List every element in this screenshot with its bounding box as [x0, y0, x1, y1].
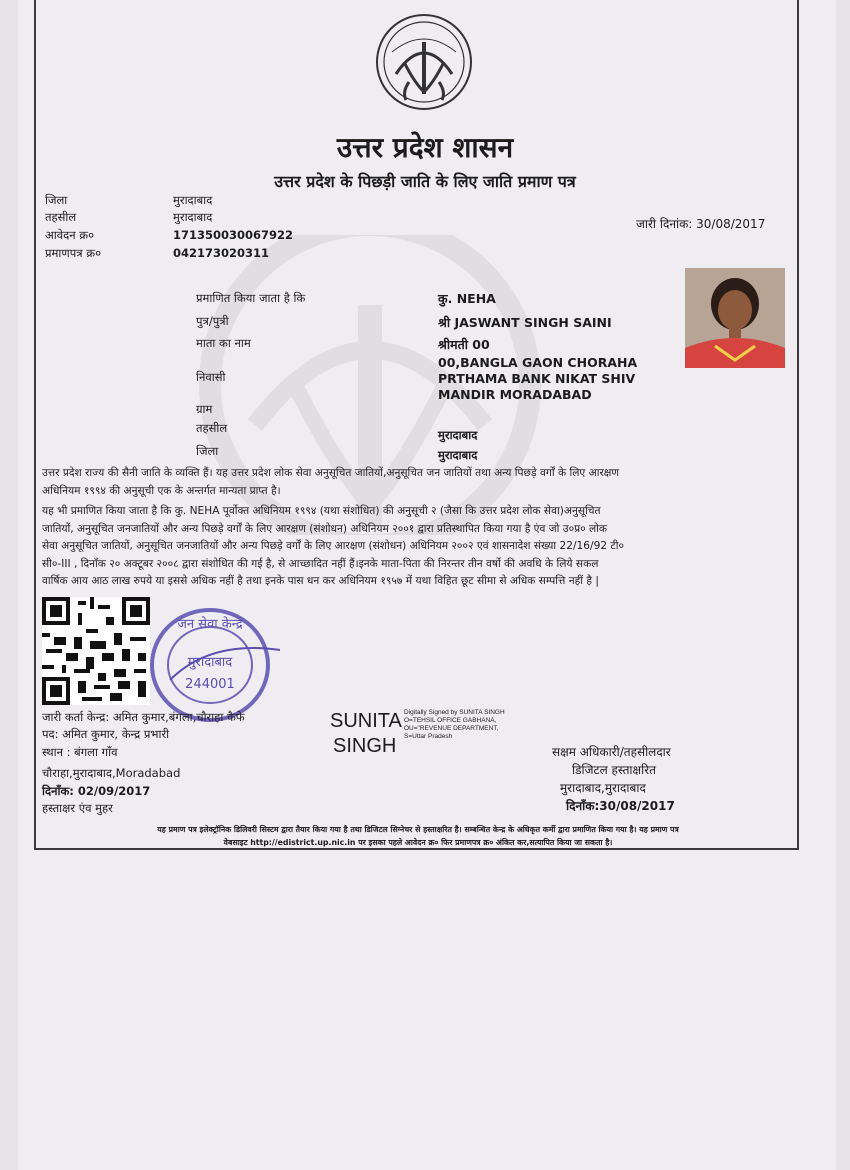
relation-label: पुत्र/पुत्री: [196, 314, 229, 328]
details-tehsil-value: मुरादाबाद: [438, 428, 478, 442]
tehsil-label: तहसील: [45, 210, 77, 224]
footer-line-2: वेबसाइट http://edistrict.up.nic.in पर इसका पहले आवेदन क्र० फिर प्रमाणपत्र क्र० अंकित कर,सत्यापित किया जा सकता है।: [223, 838, 613, 847]
district-value: मुरादाबाद: [173, 193, 213, 207]
para2-line-1: यह भी प्रमाणित किया जाता है कि कु. NEHA पूर्वोक्त अधिनियम १९९४ (यथा संशोधित) की अनुसूची २ (जैसा कि उत्तर प्रदेश लोक सेवा)अनुसूचित: [42, 505, 601, 517]
address-line-1: 00,BANGLA GAON CHORAHA: [438, 355, 638, 370]
digital-signature-name-2: SINGH: [333, 735, 397, 757]
para2-line-2: जातियों, अनुसूचित जनजातियों और अन्य पिछड़े वर्गों के लिए आरक्षण (संशोधन) अधिनियम २००१ द्वारा प्रतिस्थापित किया गया है एंव जो उ०प्र० लोक: [42, 522, 608, 535]
para2-line-5: वार्षिक आय आठ लाख रुपये या इससे अधिक नहीं है तथा इनके पास धन कर अधिनियम १९५७ में यथा विहित छूट सीमा से अधिक सम्पत्ति नहीं है |: [42, 575, 599, 587]
page-subtitle: उत्तर प्रदेश के पिछड़ी जाति के लिए जाति प्रमाण पत्र: [274, 172, 576, 191]
footer-line-1: यह प्रमाण पत्र इलेक्ट्रॉनिक डिलिवरी सिस्टम द्वारा तैयार किया गया है तथा डिजिटल सिग्नेचर से हस्ताक्षरित है। सम्बन्धित केन्द्र के अधिकृत कर्मी द्वारा प्रमाणित किया गया है। यह प्रमाण पत्र: [157, 825, 679, 834]
certified-label: प्रमाणित किया जाता है कि: [196, 291, 306, 305]
tehsil-value: मुरादाबाद: [173, 210, 213, 224]
certificate-number: 042173020311: [173, 246, 270, 260]
issuer-place: स्थान : बंगला गाँव: [42, 745, 118, 759]
issue-date: जारी दिनांक: 30/08/2017: [636, 217, 766, 231]
para1-line-1: उत्तर प्रदेश राज्य की सैनी जाति के व्यक्ति हैं। यह उत्तर प्रदेश लोक सेवा अनुसूचित जातियों,अनुसूचित जन जातियों तथा अन्य पिछड़े वर्गों के लिए आरक्षण: [42, 467, 620, 479]
issuer-center: जारी कर्ता केन्द्र: अमित कुमार,बंगला,चौराहा कैफे: [42, 710, 245, 724]
details-district-label: जिला: [196, 444, 219, 458]
village-label: ग्राम: [196, 402, 213, 416]
stamp-top-text: जन सेवा केन्द्र: [177, 617, 243, 632]
district-label: जिला: [45, 193, 68, 207]
digital-signature-details: Digitally Signed by SUNITA SINGH O=TEHSIL OFFICE GABHANA, OU="REVENUE DEPARTMENT, S=Uttar Pradesh: [404, 709, 505, 740]
applicant-photo: [685, 268, 785, 368]
para2-line-3: सेवा अनुसूचित जातियों, अनुसूचित जनजातियों और अन्य पिछड़े वर्गों के लिए आरक्षण (संशोधन) अधिनियम २००२ एवं शासनादेश संख्या 22/16/92 टी०: [42, 540, 625, 552]
details-district-value: मुरादाबाद: [438, 448, 478, 462]
stamp-bottom-text: 244001: [185, 677, 235, 692]
issuer-signature-label: हस्ताक्षर एंव मुहर: [42, 801, 113, 815]
address-line-2: PRTHAMA BANK NIKAT SHIV: [438, 371, 636, 386]
application-label: आवेदन क्र०: [45, 228, 95, 242]
certificate-label: प्रमाणपत्र क्र०: [45, 246, 102, 260]
digital-signature-name-1: SUNITA: [330, 710, 402, 732]
page-title: उत्तर प्रदेश शासन: [336, 131, 514, 164]
application-number: 171350030067922: [173, 228, 294, 242]
authority-date: दिनाँक:30/08/2017: [566, 799, 675, 813]
mother-name: श्रीमती 00: [438, 337, 490, 352]
para2-line-4: सी०-III , दिनाँक २० अक्टूबर २००८ द्वारा संशोधित की गई है, से आच्छादित नहीं हैं।इनके माता-पिता की निरन्तर तीन वर्षो की अवधि के लिये सकल: [42, 557, 599, 570]
qr-code-icon[interactable]: [42, 597, 150, 705]
residence-label: निवासी: [196, 370, 226, 384]
applicant-name: कु. NEHA: [438, 291, 496, 306]
issuer-date: दिनाँक: 02/09/2017: [42, 784, 151, 798]
father-name: श्री JASWANT SINGH SAINI: [438, 315, 612, 330]
applicant-portrait-icon: [685, 268, 785, 368]
authority-location: मुरादाबाद,मुरादाबाद: [560, 781, 646, 795]
stamp-mid-text: मुरादाबाद: [187, 655, 233, 670]
address-line-3: MANDIR MORADABAD: [438, 387, 592, 402]
issuer-post: पद: अमित कुमार, केन्द्र प्रभारी: [42, 727, 170, 741]
up-govt-emblem-icon: [374, 12, 474, 112]
details-tehsil-label: तहसील: [196, 421, 228, 435]
para1-line-2: अधिनियम १९९४ की अनुसूची एक के अन्तर्गत मान्यता प्राप्त है।: [42, 484, 281, 497]
issuer-place-2: चौराहा,मुरादाबाद,Moradabad: [42, 766, 181, 780]
authority-signed: डिजिटल हस्ताक्षरित: [572, 763, 656, 777]
mother-label: माता का नाम: [196, 336, 251, 350]
authority-title: सक्षम अधिकारी/तहसीलदार: [552, 745, 671, 759]
